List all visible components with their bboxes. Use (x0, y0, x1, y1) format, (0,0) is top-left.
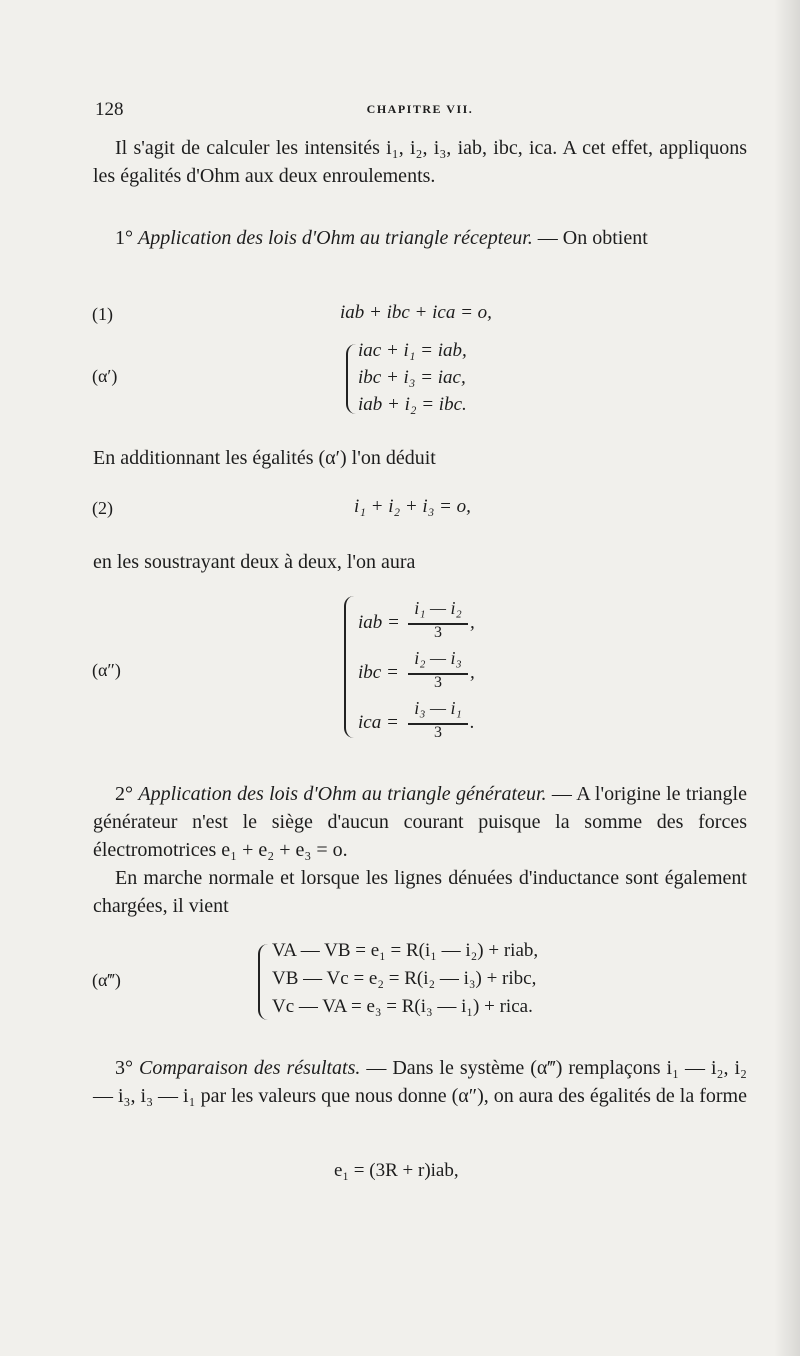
equation-2-label: (2) (92, 498, 113, 518)
system-alpha-double-prime-brace (344, 596, 354, 738)
system-alpha-double-prime-label: (α″) (92, 660, 121, 680)
fraction-1-punct: , (470, 612, 475, 633)
fraction-3-numerator: i₃ — i₁ (414, 698, 462, 718)
system-alpha-triple-prime-brace (258, 944, 268, 1020)
fraction-1 (408, 598, 468, 648)
section-3-text: — Dans le système (α‴) remplaçons i₁ — i₂, i₂ — i₃, i₃ — i₁ par les valeurs que nous donne (α″), on aura des égalités de la forme (93, 1057, 748, 1107)
fraction-3 (408, 698, 468, 748)
paragraph-soustrayant-text: en les soustrayant deux à deux, l'on aura (93, 551, 416, 573)
page-header (95, 99, 745, 123)
paragraph-marche (93, 864, 747, 920)
section-3-number: 3° (115, 1057, 133, 1079)
equation-1: iab + ibc + ica = o, (340, 302, 492, 323)
system-alpha-triple-prime-line-2: VB — Vc = e₂ = R(i₂ — i₃) + ribc, (272, 968, 537, 989)
section-2-paragraph (93, 780, 747, 864)
system-alpha-prime-line-3: iab + i₂ = ibc. (358, 394, 467, 415)
section-1-paragraph (93, 224, 747, 252)
system-alpha-double-prime-lhs-3: ica = (358, 712, 399, 733)
intro-paragraph (93, 134, 747, 190)
fraction-2-denominator: 3 (434, 674, 442, 691)
system-alpha-triple-prime-line-1: VA — VB = e₁ = R(i₁ — i₂) + riab, (272, 940, 539, 961)
system-alpha-double-prime-lhs-2: ibc = (358, 662, 399, 683)
final-equation: e₁ = (3R + r)iab, (334, 1160, 459, 1181)
fraction-1-numerator: i₁ — i₂ (414, 598, 462, 618)
page-number: 128 (95, 99, 124, 120)
equation-1-label: (1) (92, 304, 113, 324)
section-1-number: 1° (115, 227, 133, 249)
section-2-text: — A l'origine le triangle générateur n'est le siège d'aucun courant puisque la somme des forces électromotrices e₁ + e₂ + e₃ = o. (93, 783, 747, 861)
paragraph-soustrayant (93, 548, 747, 576)
equation-2: i₁ + i₂ + i₃ = o, (354, 496, 471, 517)
fraction-3-punct: . (470, 712, 475, 733)
system-alpha-prime-label: (α′) (92, 366, 118, 386)
paragraph-additionnant-text: En additionnant les égalités (α′) l'on déduit (93, 447, 436, 469)
fraction-2-punct: , (470, 662, 475, 683)
fraction-3-denominator: 3 (434, 724, 442, 741)
fraction-2 (408, 648, 468, 698)
system-alpha-double-prime-lhs-1: iab = (358, 612, 400, 633)
paragraph-additionnant (93, 444, 747, 472)
section-3-paragraph (93, 1054, 747, 1110)
intro-text: Il s'agit de calculer les intensités i₁, i₂, i₃, iab, ibc, ica. A cet effet, appliquons les égalités d'Ohm aux deux enroulements. (93, 137, 747, 187)
running-head: CHAPITRE VII. (366, 102, 474, 116)
system-alpha-prime-line-1: iac + i₁ = iab, (358, 340, 467, 361)
section-2-title: Application des lois d'Ohm au triangle générateur. (138, 783, 547, 805)
section-2-number: 2° (115, 783, 133, 805)
system-alpha-prime-brace (346, 344, 356, 414)
fraction-2-numerator: i₂ — i₃ (414, 648, 462, 668)
paragraph-marche-text: En marche normale et lorsque les lignes dénuées d'inductance sont également chargées, il vient (93, 867, 747, 917)
page-edge-shadow (774, 0, 800, 1356)
system-alpha-triple-prime-line-3: Vc — VA = e₃ = R(i₃ — i₁) + rica. (272, 996, 533, 1017)
section-1-title: Application des lois d'Ohm au triangle récepteur. (138, 227, 533, 249)
section-3-title: Comparaison des résultats. (138, 1057, 361, 1079)
fraction-1-denominator: 3 (434, 624, 442, 641)
system-alpha-triple-prime-label: (α‴) (92, 970, 121, 990)
section-1-text: — On obtient (532, 227, 648, 249)
system-alpha-prime-line-2: ibc + i₃ = iac, (358, 367, 466, 388)
